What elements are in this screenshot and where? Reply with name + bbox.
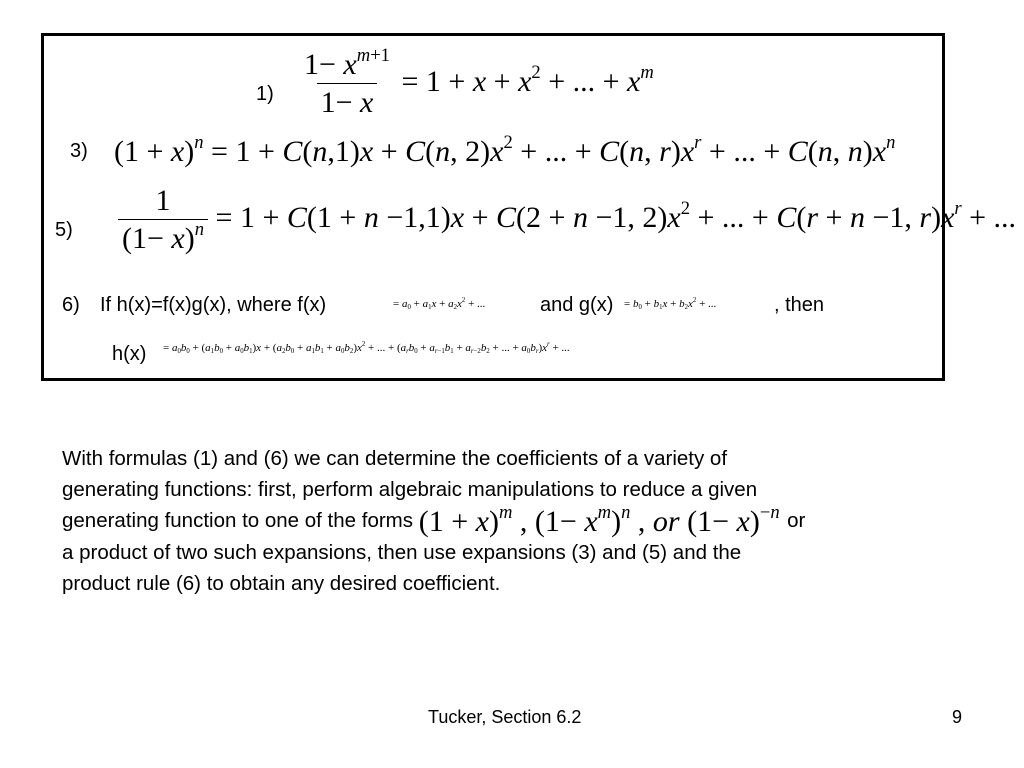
- formula-5-label: 5): [55, 219, 73, 241]
- paragraph-line-1: With formulas (1) and (6) we can determine the coefficients of a variety of: [62, 447, 728, 470]
- paragraph-line-2: generating functions: first, perform algebraic manipulations to reduce a given: [62, 478, 758, 501]
- paragraph-line-5: product rule (6) to obtain any desired coefficient.: [62, 572, 501, 595]
- formula-1-label: 1): [256, 83, 274, 105]
- formula-6-text-a: If h(x)=f(x)g(x), where f(x): [100, 294, 327, 316]
- hx-label: h(x): [112, 343, 147, 365]
- h-series: = $a_0b_0 + (a_1b_0 + a_0b_1)x + (a_2b_0 + a_1b_1 + a_0b_2)x^2$ + ... + ($a_rb_0 + a_{r-1}b_1 + a_{r-2}b_2$ + ... + $a_0b_r)x^r$ + ...: [163, 341, 570, 356]
- forms-formula: $(1 + x)^m$ , $(1- x^m)^n$ , or $(1- x)^{-n}$: [418, 501, 780, 538]
- f-series: = $a_0 + a_1x + a_2x^2$ + ...: [393, 297, 486, 312]
- g-series: = $b_0 + b_1x + b_2x^2$ + ...: [624, 297, 717, 312]
- paragraph-line-3-text-a: generating function to one of the forms: [62, 509, 414, 532]
- formula-3: $(1 + x)^n = 1 + C(n,1)x + C(n$, $2)x^2$ + ... + C(n, $r)x^r$ + ... + C(n, $n)x^n$: [114, 131, 896, 168]
- formula-3-label: 3): [70, 140, 88, 162]
- formula-6-label: 6): [62, 294, 80, 316]
- explanation-paragraph: [62, 443, 962, 599]
- formula-6-text-b: and g(x): [540, 294, 614, 316]
- formula-6-text-c: , then: [774, 294, 825, 316]
- formula-1: $\frac{1- x^{m+1}}{1- x}$ = $1 + x + x^2$ + ... + $x^m$: [304, 44, 654, 119]
- formula-5: $\frac{1}{(1- x)^n}$ = 1 + C(1 + n −1,1)x + C(2 + n −1, $2)x^2$ + ... + C(r + n −1, $r)x^r$ + ...: [118, 186, 1016, 254]
- paragraph-line-3-text-b: or: [787, 509, 806, 532]
- page-number: 9: [952, 707, 963, 727]
- paragraph-line-4: a product of two such expansions, then use expansions (3) and (5) and the: [62, 541, 742, 564]
- paragraph-line-3: [62, 501, 962, 538]
- footer-source: Tucker, Section 6.2: [428, 707, 582, 727]
